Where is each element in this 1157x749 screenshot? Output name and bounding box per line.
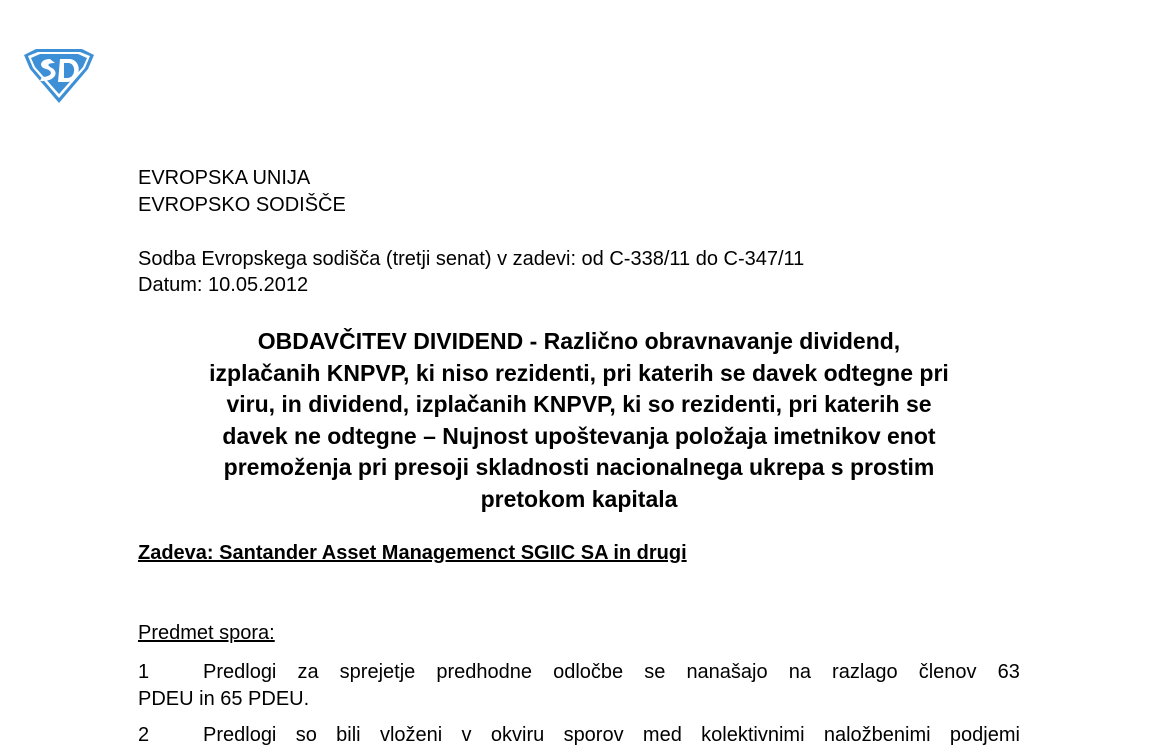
paragraph-word: predhodne xyxy=(436,661,533,683)
paragraph-1 xyxy=(138,659,1020,713)
heading-line: pretokom kapitala xyxy=(480,485,678,512)
paragraph-word: razlago xyxy=(832,661,898,683)
heading-line: davek ne odtegne – Nujnost upoštevanja položaja imetnikov enot xyxy=(222,422,936,449)
paragraph-2 xyxy=(138,722,1020,749)
paragraph-word: na xyxy=(788,661,811,683)
paragraph-1-line2: PDEU in 65 PDEU. xyxy=(138,688,310,710)
paragraph-word: kolektivnimi xyxy=(701,724,805,746)
heading-line: OBDAVČITEV DIVIDEND - Različno obravnavanje dividend, xyxy=(257,328,901,354)
paragraph-word: sporov xyxy=(563,724,624,746)
union-header: EVROPSKA UNIJA xyxy=(138,167,311,189)
paragraph-number: 2 xyxy=(138,724,150,746)
court-header: EVROPSKO SODIŠČE xyxy=(138,194,346,216)
document-heading xyxy=(138,326,1020,515)
paragraph-word: podjemi xyxy=(949,724,1020,746)
sd-logo-icon xyxy=(22,47,96,105)
paragraph-word: naložbenimi xyxy=(823,724,931,746)
paragraph-word: odločbe xyxy=(553,661,624,683)
paragraph-1-line1 xyxy=(138,659,1020,686)
subject-line: Zadeva: Santander Asset Managemenct SGIIC SA in drugi xyxy=(138,542,687,564)
case-date: Datum: 10.05.2012 xyxy=(138,274,309,296)
paragraph-word: okviru xyxy=(490,724,545,746)
heading-line: viru, in dividend, izplačanih KNPVP, ki so rezidenti, pri katerih se xyxy=(226,391,932,417)
paragraph-word: sprejetje xyxy=(339,661,416,683)
paragraph-number: 1 xyxy=(138,661,150,683)
paragraph-word: 1 Predlogi xyxy=(138,659,276,686)
heading-line: izplačanih KNPVP, ki niso rezidenti, pri katerih se davek odtegne pri xyxy=(209,359,949,386)
heading-line: premoženja pri presoji skladnosti nacionalnega ukrepa s prostim xyxy=(223,454,935,480)
paragraph-word: se xyxy=(644,661,666,683)
paragraph-word: nanašajo xyxy=(686,661,768,683)
paragraph-word: za xyxy=(297,661,319,683)
dispute-label: Predmet spora: xyxy=(138,622,275,644)
paragraph-word: 63 xyxy=(997,661,1020,683)
case-reference: Sodba Evropskega sodišča (tretji senat) v zadevi: od C-338/11 do C-347/11 xyxy=(138,248,805,270)
paragraph-2-line1 xyxy=(138,722,1020,749)
paragraph-word: vloženi xyxy=(379,724,443,746)
paragraph-word: so xyxy=(295,724,317,746)
paragraph-word: 2 Predlogi xyxy=(138,722,276,749)
paragraph-word: med xyxy=(642,724,682,746)
paragraph-word: bili xyxy=(336,724,361,746)
paragraph-word: členov xyxy=(918,661,977,683)
paragraph-word: v xyxy=(461,724,472,746)
